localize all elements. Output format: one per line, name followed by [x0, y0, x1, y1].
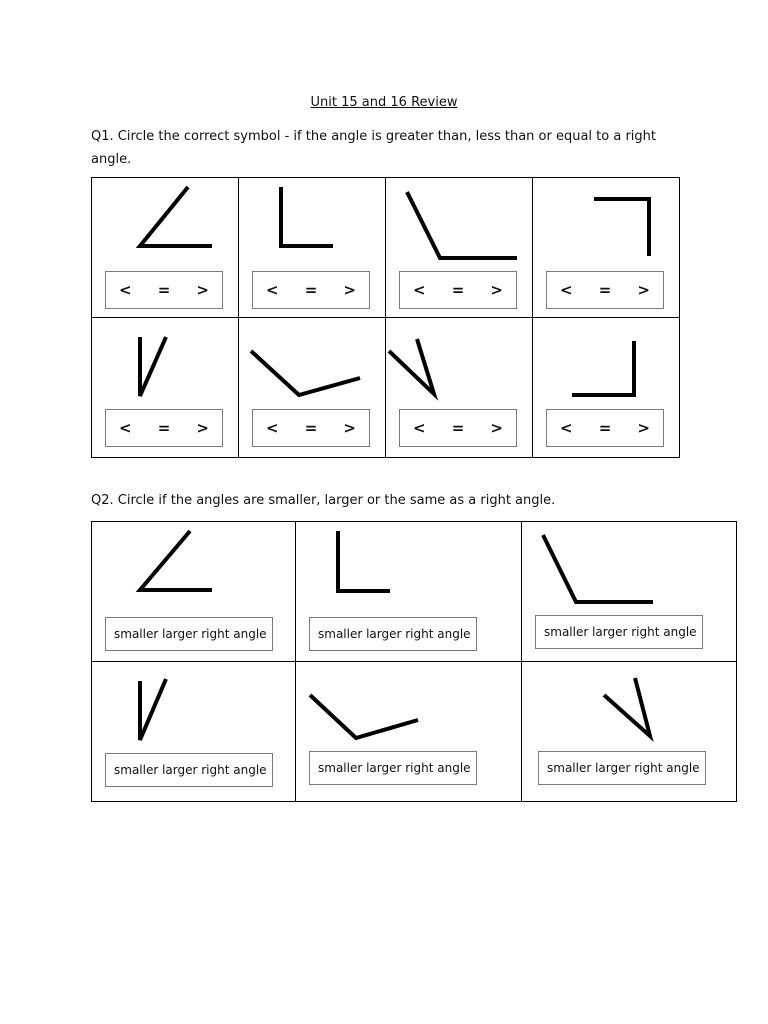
size-choice-box[interactable]: smaller larger right angle: [105, 617, 273, 651]
size-choice-box[interactable]: smaller larger right angle: [309, 751, 477, 785]
q1-cell-8: [533, 318, 680, 458]
greater-than-symbol[interactable]: >: [490, 419, 503, 437]
obtuse-angle-figure: [522, 522, 736, 617]
q2-cell-6: [522, 662, 737, 802]
q2-cell-3: [522, 522, 737, 662]
greater-than-symbol[interactable]: >: [490, 281, 503, 299]
greater-than-symbol[interactable]: >: [637, 281, 650, 299]
less-than-symbol[interactable]: <: [560, 281, 573, 299]
q2-cell-5: [296, 662, 522, 802]
less-than-symbol[interactable]: <: [119, 281, 132, 299]
symbol-choice-box[interactable]: [546, 409, 664, 447]
equals-symbol[interactable]: =: [598, 419, 612, 437]
q2-cell-1: [92, 522, 296, 662]
q2-cell-2: [296, 522, 522, 662]
less-than-symbol[interactable]: <: [413, 281, 426, 299]
acute-angle-figure: [522, 662, 736, 757]
size-choice-box[interactable]: smaller larger right angle: [105, 753, 273, 787]
q1-cell-1: [92, 178, 239, 318]
acute-angle-figure: [92, 178, 238, 273]
q1-cell-3: [386, 178, 533, 318]
greater-than-symbol[interactable]: >: [343, 281, 356, 299]
q1-cell-2: [239, 178, 386, 318]
question-1-grid: [91, 177, 680, 458]
less-than-symbol[interactable]: <: [119, 419, 132, 437]
question-1-prompt: Q1. Circle the correct symbol - if the angle is greater than, less than or equal to a right angle.: [91, 129, 657, 167]
q1-cell-5: [92, 318, 239, 458]
obtuse-angle-figure: [296, 662, 521, 757]
greater-than-symbol[interactable]: >: [343, 419, 356, 437]
right-angle-figure: [296, 522, 521, 617]
acute-angle-figure: [92, 662, 295, 757]
equals-symbol[interactable]: =: [451, 281, 465, 299]
question-2-prompt: Q2. Circle if the angles are smaller, larger or the same as a right angle.: [91, 493, 556, 508]
acute-angle-figure: [92, 318, 238, 413]
question-2-grid: [91, 521, 737, 802]
less-than-symbol[interactable]: <: [413, 419, 426, 437]
equals-symbol[interactable]: =: [157, 419, 171, 437]
symbol-choice-box[interactable]: [546, 271, 664, 309]
less-than-symbol[interactable]: <: [266, 281, 279, 299]
right-angle-figure: [239, 178, 385, 273]
less-than-symbol[interactable]: <: [560, 419, 573, 437]
q1-cell-6: [239, 318, 386, 458]
worksheet-title: Unit 15 and 16 Review: [310, 95, 458, 110]
size-choice-box[interactable]: smaller larger right angle: [538, 751, 706, 785]
symbol-choice-box[interactable]: [252, 271, 370, 309]
q2-cell-4: [92, 662, 296, 802]
greater-than-symbol[interactable]: >: [196, 419, 209, 437]
equals-symbol[interactable]: =: [304, 281, 318, 299]
symbol-choice-box[interactable]: [105, 409, 223, 447]
size-choice-box[interactable]: smaller larger right angle: [535, 615, 703, 649]
equals-symbol[interactable]: =: [157, 281, 171, 299]
obtuse-angle-figure: [386, 178, 532, 273]
q1-cell-4: [533, 178, 680, 318]
symbol-choice-box[interactable]: [399, 271, 517, 309]
symbol-choice-box[interactable]: [105, 271, 223, 309]
size-choice-box[interactable]: smaller larger right angle: [309, 617, 477, 651]
acute-angle-figure: [386, 318, 532, 413]
symbol-choice-box[interactable]: [399, 409, 517, 447]
right-angle-figure: [533, 178, 679, 273]
greater-than-symbol[interactable]: >: [196, 281, 209, 299]
greater-than-symbol[interactable]: >: [637, 419, 650, 437]
equals-symbol[interactable]: =: [451, 419, 465, 437]
equals-symbol[interactable]: =: [304, 419, 318, 437]
acute-angle-figure: [92, 522, 295, 617]
equals-symbol[interactable]: =: [598, 281, 612, 299]
right-angle-figure: [533, 318, 679, 413]
q1-cell-7: [386, 318, 533, 458]
obtuse-angle-figure: [239, 318, 385, 413]
less-than-symbol[interactable]: <: [266, 419, 279, 437]
symbol-choice-box[interactable]: [252, 409, 370, 447]
